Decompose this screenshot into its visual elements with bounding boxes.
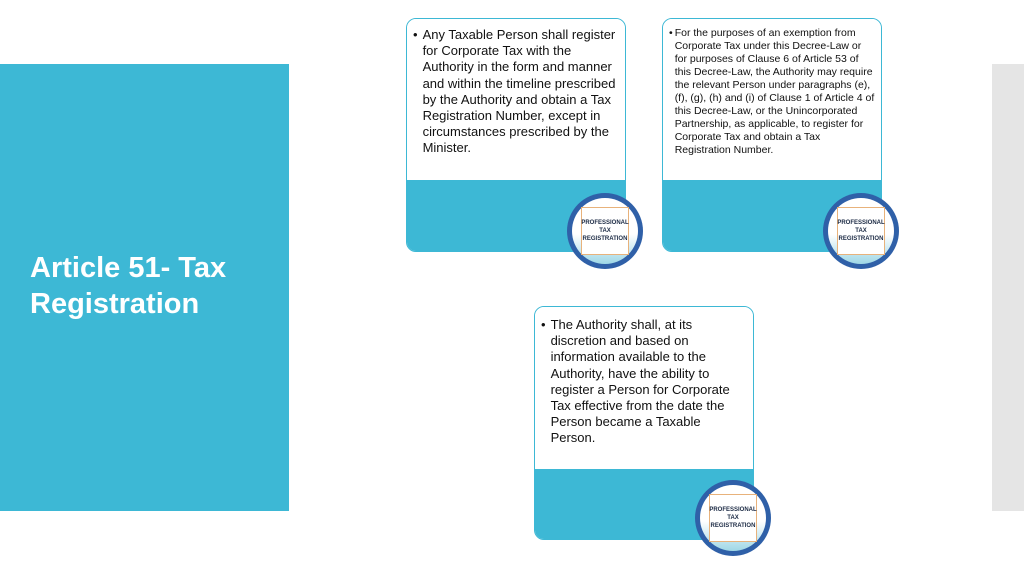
professional-tax-registration-badge-icon [567,193,643,269]
professional-tax-registration-badge-icon [695,480,771,556]
bullet: • [669,27,673,39]
bullet: • [413,27,418,42]
badge-line-2: TAX [599,228,611,234]
card-text-area [535,307,753,471]
side-panel [992,64,1024,511]
badge-line-1: PROFESSIONAL [709,507,757,513]
bullet: • [541,317,546,332]
badge-line-1: PROFESSIONAL [837,220,885,226]
badge-line-2: TAX [855,228,867,234]
badge-line-2: TAX [727,515,739,521]
badge-line-3: REGISTRATION [838,236,884,242]
card-text: For the purposes of an exemption from Corporate Tax under this Decree-Law or for purposes of Clause 6 of Article 53 of this Decree-Law, the Authority may require the relevant Person under paragraphs (e), (f), (g), (h) and (i) of Clause 1 of Article 4 of this Decree-Law, or the Unincorporated Partnership, as applicable, to register for Corporate Tax and obtain a Tax Registration Number. [674,27,875,156]
badge-line-3: REGISTRATION [710,523,756,529]
card-text: The Authority shall, at its discretion and based on information available to the Authority, have the ability to register a Person for Corporate Tax effective from the date the Person became a Taxable Person. [550,317,730,446]
badge-line-1: PROFESSIONAL [581,220,629,226]
card-text-area [663,19,881,182]
badge-line-3: REGISTRATION [582,236,628,242]
slide-title: Article 51- Tax Registration [30,252,227,320]
card-text: Any Taxable Person shall register for Corporate Tax with the Authority in the form and manner and within the timeline prescribed by the Authority and obtain a Tax Registration Number, except in circumstances prescribed by the Minister. [422,27,616,156]
professional-tax-registration-badge-icon [823,193,899,269]
card-text-area [407,19,625,182]
